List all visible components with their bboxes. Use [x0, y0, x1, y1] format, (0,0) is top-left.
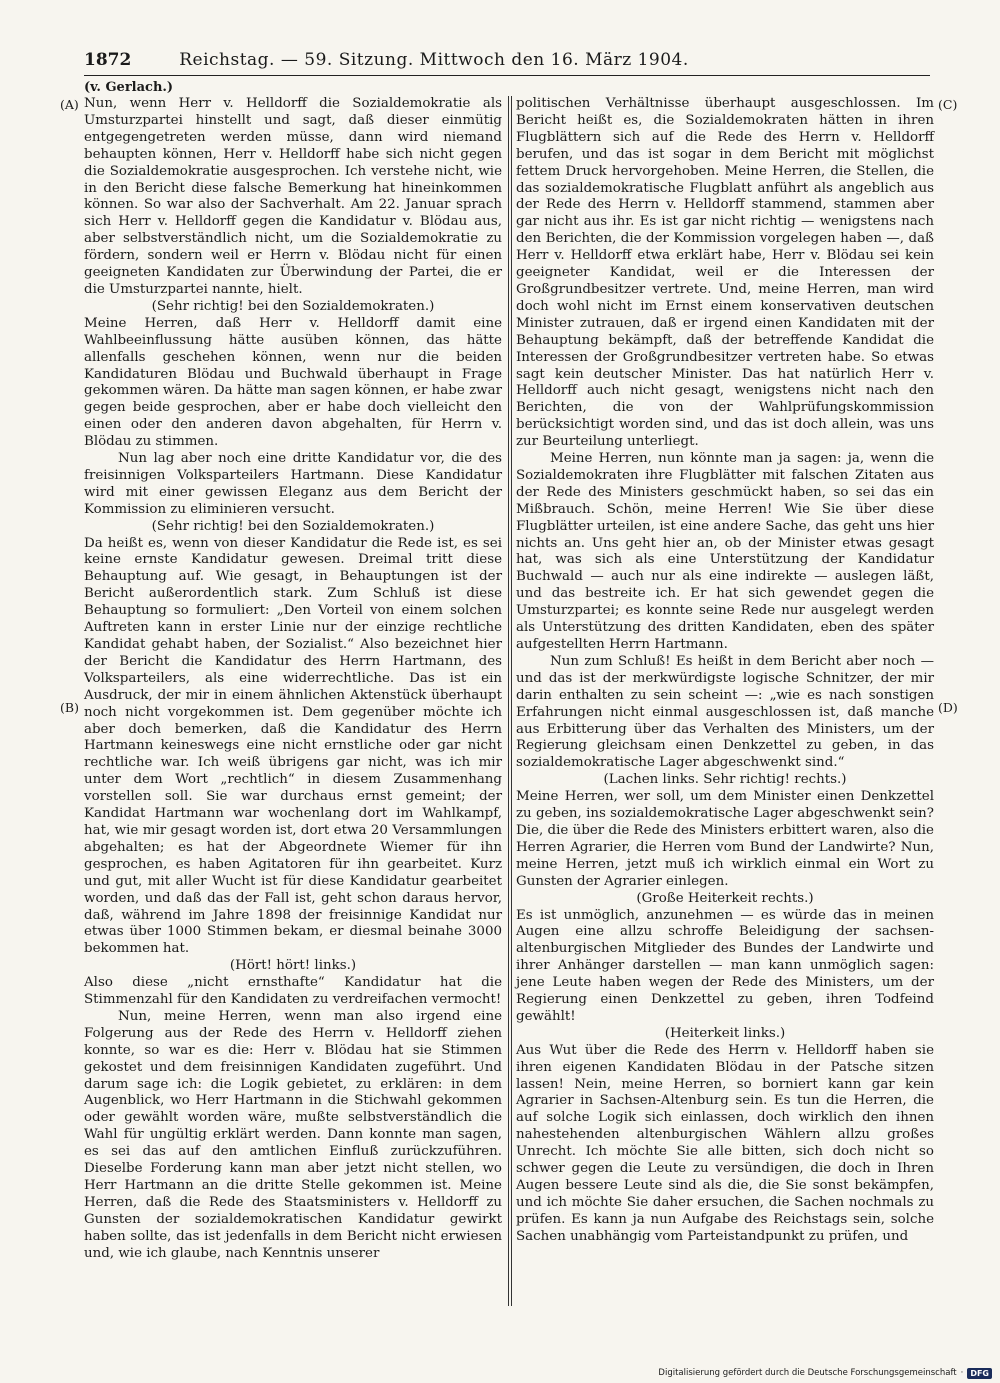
paragraph: Da heißt es, wenn von dieser Kandidatur die Rede ist, es sei keine ernste Kandidatur gewesen. Dreimal tritt diese Behauptung auf. Wie gesagt, in Behauptungen ist der Bericht außerordentlich stark. Zum Schluß ist diese Behauptung so formuliert: „Den Vorteil von einem solchen Auftreten kann in erster Linie nur der einzige rechtliche Kandidat gehabt haben, der Sozialist.“ Also bezeichnet hier der Bericht die Kandidatur des Herrn Hartmann, des Volksparteilers, als eine widerrechtliche. Das ist ein Ausdruck, der mir in einem ähnlichen Aktenstück überhaupt noch nicht vorgekommen ist. Dem gegenüber möchte ich aber doch bemerken, daß die Kandidatur des Herrn Hartmann keineswegs eine nicht ernstliche oder gar nicht rechtliche war. Ich weiß übrigens gar nicht, was ich mir unter dem Wort „rechtlich“ in diesem Zusammenhang vorstellen soll. Sie war durchaus ernst gemeint; der Kandidat Hartmann war wochenlang dort im Wahlkampf, hat, wie mir gesagt worden ist, dort etwa 20 Versammlungen abgehalten; es hat der Abgeordnete Wiemer für ihn gesprochen, es haben Agitatoren für ihn gearbeitet. Kurz und gut, mit aller Wucht ist für diese Kandidatur gearbeitet worden, und daß das der Fall ist, geht schon daraus hervor, daß, während im Jahre 1898 der freisinnige Kandidat nur etwas über 1000 Stimmen bekam, er diesmal beinahe 3000 bekommen hat. [84, 535, 502, 957]
paragraph: Nun, meine Herren, wenn man also irgend eine Folgerung aus der Rede des Herrn v. Helldorff ziehen konnte, so war es die: Herr v. Blödau hat sie Stimmen gekostet und dem freisinnigen Kandidaten zugeführt. Und darum sage ich: die Logik gebietet, zu erklären: in dem Augenblick, wo Herr Hartmann in die Stichwahl gekommen oder gewählt worden wäre, mußte selbstverständlich die Wahl für ungültig erklärt werden. Dann konnte man sagen, es sei das auf den amtlichen Einfluß zurückzuführen. Dieselbe Forderung kann man aber jetzt nicht stellen, wo Herr Hartmann an die dritte Stelle gekommen ist. Meine Herren, daß die Rede des Staatsministers v. Helldorff zu Gunsten der sozialdemokratischen Kandidatur gewirkt haben sollte, das ist jedenfalls in dem Bericht nicht erwiesen und, wie ich glaube, nach Kenntnis unserer [84, 1008, 502, 1261]
column-divider [511, 96, 512, 1306]
speaker-label: (v. Gerlach.) [84, 80, 174, 95]
margin-marker-c: (C) [938, 97, 958, 112]
interjection: (Lachen links. Sehr richtig! rechts.) [603, 772, 847, 788]
paragraph: Nun, wenn Herr v. Helldorff die Sozialdemokratie als Umsturzpartei hinstellt und sagt, daß dieser einmütig entgegengetreten werden müsse, dann wird niemand behaupten können, Herr v. Helldorff habe sich nicht gegen die Sozialdemokratie ausgesprochen. Ich verstehe nicht, wie in den Bericht diese falsche Bemerkung hat hineinkommen können. So war also der Sachverhalt. Am 22. Januar sprach sich Herr v. Helldorff gegen die Kandidatur v. Blödau aus, aber selbstverständlich nicht, um die Sozialdemokratie zu fördern, sondern weil er Herrn v. Blödau nicht für einen geeigneten Kandidaten zur Überwindung der Partei, die er die Umsturzpartei nannte, hielt. [84, 96, 502, 297]
paragraph: Nun zum Schluß! Es heißt in dem Bericht aber noch — und das ist der merkwürdigste logische Schnitzer, der mir darin enthalten zu sein scheint —: „wie es nach sonstigen Erfahrungen nicht einmal ausgeschlossen ist, daß manche aus Erbitterung über das Verhalten des Ministers, um der Regierung gleichsam einen Denkzettel zu geben, in das sozialdemokratische Lager abgeschwenkt sind.“ [516, 653, 934, 771]
paragraph: Also diese „nicht ernsthafte“ Kandidatur hat die Stimmenzahl für den Kandidaten zu verdreifachen vermocht! [84, 975, 502, 1008]
interjection: (Sehr richtig! bei den Sozialdemokraten.) [151, 298, 435, 314]
paragraph: politischen Verhältnisse überhaupt ausgeschlossen. Im Bericht heißt es, die Sozialdemokraten hätten in ihren Flugblättern sich auf die Rede des Herrn v. Helldorff berufen, und das ist sogar in dem Bericht mit möglichst fettem Druck hervorgehoben. Meine Herren, die Stellen, die das sozialdemokratische Flugblatt anführt als angeblich aus der Rede des Herrn v. Helldorff stammend, stammen aber gar nicht aus ihr. Es ist gar nicht richtig — wenigstens nach den Berichten, die der Kommission vorgelegen haben —, daß Herr v. Helldorff etwa erklärt habe, Herr v. Blödau sei kein geeigneter Kandidat, weil er die Interessen der Großgrundbesitzer vertrete. Und, meine Herren, man wird doch wohl nicht im Ernst einem konservativen deutschen Minister zutrauen, daß er irgend einen Kandidaten mit der Behauptung bekämpft, daß der betreffende Kandidat die Interessen der Großgrundbesitzer vertreten habe. So etwas sagt kein deutscher Minister. Das hat natürlich Herr v. Helldorff auch nicht gesagt, wenigstens nicht nach den Berichten, die von der Wahlprüfungskommission berücksichtigt worden sind, und das ist doch allein, was uns zur Beurteilung unterliegt. [516, 96, 934, 450]
dfg-logo: DFG [967, 1368, 992, 1379]
interjection: (Hört! hört! links.) [229, 958, 357, 974]
interjection: (Heiterkeit links.) [664, 1025, 786, 1041]
paragraph: Meine Herren, wer soll, um dem Minister einen Denkzettel zu geben, ins sozialdemokratische Lager abgeschwenkt sein? Die, die über die Rede des Ministers erbittert waren, also die Herren Agrarier, die Herren vom Bund der Landwirte? Nun, meine Herren, jetzt muß ich wirklich einmal ein Wort zu Gunsten der Agrarier einlegen. [516, 789, 934, 889]
footer-credit: Digitalisierung gefördert durch die Deutsche Forschungsgemeinschaft [658, 1368, 957, 1378]
paragraph: Meine Herren, daß Herr v. Helldorff damit eine Wahlbeeinflussung hätte ausüben können, das hätte allenfalls geschehen können, wenn nur die beiden Kandidaturen Blödau und Buchwald überhaupt in Frage gekommen wären. Da hätte man sagen können, er habe zwar gegen beide gesprochen, aber er habe doch vielleicht den einen oder den anderen davon abgehalten, für Herrn v. Blödau zu stimmen. [84, 315, 502, 450]
right-column [516, 96, 934, 1246]
paragraph: Es ist unmöglich, anzunehmen — es würde das in meinen Augen eine allzu schroffe Beleidigung der sachsen-altenburgischen Mitglieder des Bundes der Landwirte und ihrer Anhänger darstellen — man kann unmöglich sagen: jene Leute haben wegen der Rede des Ministers, um der Regierung einen Denkzettel zu geben, ihren Todfeind gewählt! [516, 907, 934, 1024]
page-title: Reichstag. — 59. Sitzung. Mittwoch den 16. März 1904. [179, 50, 689, 70]
header-rule [84, 75, 930, 76]
margin-marker-b: (B) [60, 700, 79, 715]
paragraph: Meine Herren, nun könnte man ja sagen: ja, wenn die Sozialdemokraten ihre Flugblätter mit falschen Zitaten aus der Rede des Ministers geschmückt haben, so sei das ein Mißbrauch. Schön, meine Herren! Wie Sie über diese Flugblätter urteilen, ist eine andere Sache, das geht uns hier nichts an. Uns geht hier an, ob der Minister etwas gesagt hat, was sich als eine Unterstützung der Kandidatur Buchwald — auch nur als eine indirekte — auslegen läßt, und das bestreite ich. Er hat sich gewendet gegen die Umsturzpartei; es konnte seine Rede nur ausgelegt werden als Unterstützung des dritten Kandidaten, eben des später aufgestellten Herrn Hartmann. [516, 451, 934, 652]
page-header [84, 50, 724, 74]
margin-marker-d: (D) [938, 700, 958, 715]
paragraph: Aus Wut über die Rede des Herrn v. Helldorff haben sie ihren eigenen Kandidaten Blödau in der Patsche sitzen lassen! Nein, meine Herren, so borniert kann gar kein Agrarier in Sachsen-Altenburg sein. Es tun die Herren, die auf solche Logik sich einlassen, doch wirklich den ihnen nahestehenden altenburgischen Wählern allzu großes Unrecht. Ich möchte Sie alle bitten, sich doch nicht so schwer gegen die Leute zu versündigen, die doch in Ihren Augen bessere Leute sind als die, die Sie sonst bekämpfen, und ich möchte Sie daher ersuchen, die Sachen nochmals zu prüfen. Es kann ja nun Aufgabe des Reichstags sein, solche Sachen unabhängig vom Parteistandpunkt zu prüfen, und [516, 1042, 934, 1244]
page-footer: Digitalisierung gefördert durch die Deutsche Forschungsgemeinschaft · DFG [612, 1366, 992, 1380]
interjection: (Sehr richtig! bei den Sozialdemokraten.) [151, 518, 435, 534]
interjection: (Große Heiterkeit rechts.) [636, 890, 814, 906]
paragraph: Nun lag aber noch eine dritte Kandidatur vor, die des freisinnigen Volksparteilers Hartmann. Diese Kandidatur wird mit einer gewissen Eleganz aus dem Bericht der Kommission zu eliminieren versucht. [84, 451, 502, 517]
page-number: 1872 [84, 50, 132, 70]
column-divider [508, 96, 509, 1306]
left-column [84, 96, 502, 1263]
margin-marker-a: (A) [60, 97, 79, 112]
